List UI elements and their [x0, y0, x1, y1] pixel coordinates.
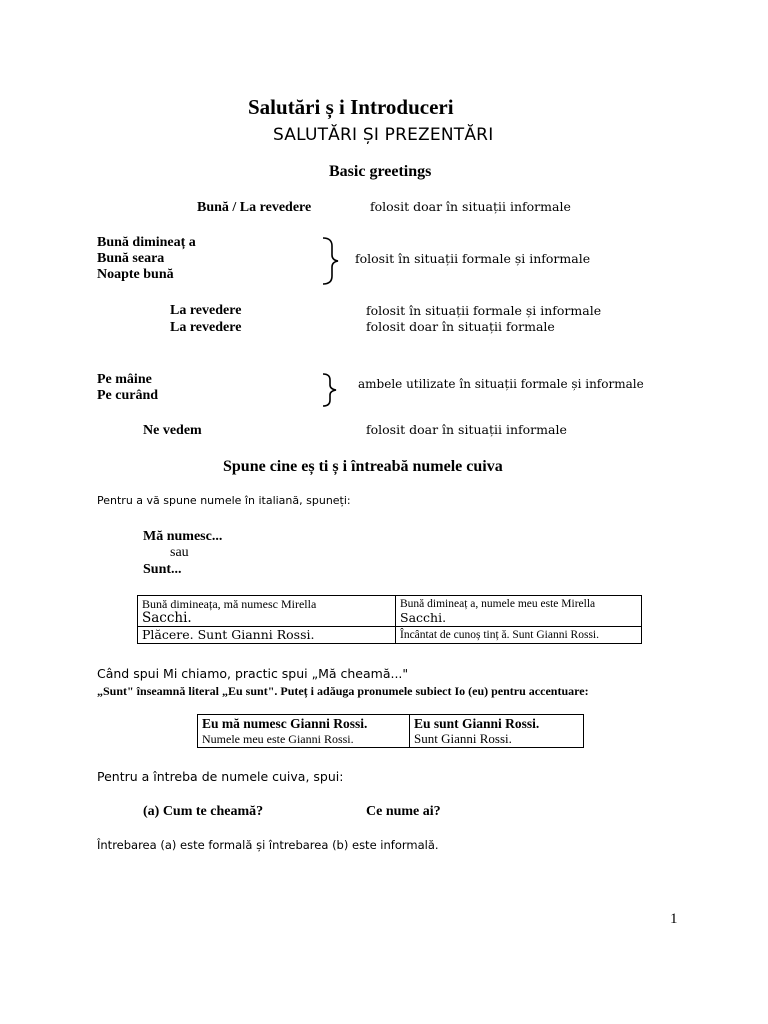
- cell-text: Bună dimineaț a, numele meu este Mirella: [400, 598, 596, 610]
- table-cell: [138, 596, 396, 627]
- curly-brace-icon: [320, 236, 340, 286]
- table-row: [138, 596, 642, 627]
- cell-text: Sunt Gianni Rossi.: [414, 731, 512, 746]
- table-row: [198, 715, 584, 748]
- greeting-group-item: Bună dimineaț a: [97, 235, 196, 250]
- greeting-group-item: Noapte bună: [97, 267, 174, 282]
- table-cell: Plăcere. Sunt Gianni Rossi.: [138, 627, 396, 644]
- ask-line: Pentru a întreba de numele cuiva, spui:: [97, 769, 344, 784]
- introductions-heading: Spune cine eș ti ș i întreabă numele cuiva: [223, 458, 503, 475]
- cell-text: Eu sunt Gianni Rossi.: [414, 716, 540, 731]
- question-a: (a) Cum te cheamă?: [143, 804, 264, 819]
- page-number: 1: [670, 911, 678, 927]
- dialogue-table: [137, 595, 642, 644]
- document-title: Salutări ș i Introduceri: [248, 95, 454, 119]
- table-row: [138, 627, 642, 644]
- final-line: Întrebarea (a) este formală și întrebarea (b) este informală.: [97, 838, 439, 852]
- pronoun-table: [197, 714, 584, 748]
- greeting-group-item: Pe curând: [97, 388, 159, 403]
- greeting-note: folosit doar în situații informale: [370, 199, 571, 214]
- greeting-group-item: Bună seara: [97, 251, 165, 266]
- intro-line: Pentru a vă spune numele în italiană, spuneți:: [97, 494, 351, 507]
- greeting-note: folosit doar în situații formale: [366, 319, 555, 334]
- table-cell: Încântat de cunoș tinț ă. Sunt Gianni Rossi.: [396, 627, 642, 644]
- curly-brace-icon: [320, 372, 340, 408]
- cell-text: Bună dimineața, mă numesc Mirella: [142, 597, 317, 611]
- question-b: Ce nume ai?: [366, 804, 441, 819]
- greeting-buna-la-revedere: Bună / La revedere: [197, 200, 312, 215]
- basic-greetings-heading: Basic greetings: [329, 163, 432, 180]
- table-cell: [396, 596, 642, 627]
- greeting-la-revedere: La revedere: [170, 320, 242, 335]
- document-subtitle: SALUTĂRI ȘI PREZENTĂRI: [273, 125, 494, 145]
- greeting-note: folosit în situații formale și informale: [366, 303, 602, 318]
- table-cell: [198, 715, 410, 748]
- cell-text: Sacchi.: [142, 610, 192, 626]
- greeting-note: folosit în situații formale și informale: [355, 251, 591, 266]
- cell-text: Numele meu este Gianni Rossi.: [202, 732, 354, 746]
- phrase-sau: sau: [170, 545, 189, 560]
- greeting-la-revedere: La revedere: [170, 303, 242, 318]
- explanation-line: Când spui Mi chiamo, practic spui „Mă cheamă...": [97, 666, 409, 681]
- cell-text: Eu mă numesc Gianni Rossi.: [202, 716, 368, 731]
- greeting-note: ambele utilizate în situații formale și informale: [358, 377, 644, 391]
- table-cell: [410, 715, 584, 748]
- phrase-sunt: Sunt...: [143, 562, 182, 577]
- explanation-line: „Sunt" înseamnă literal „Eu sunt". Puteț i adăuga pronumele subiect Io (eu) pentru accentuare:: [97, 684, 589, 698]
- greeting-note: folosit doar în situații informale: [366, 422, 567, 437]
- cell-text: Sacchi.: [400, 610, 447, 625]
- phrase-ma-numesc: Mă numesc...: [143, 529, 223, 544]
- greeting-group-item: Pe mâine: [97, 372, 152, 387]
- greeting-ne-vedem: Ne vedem: [143, 423, 202, 438]
